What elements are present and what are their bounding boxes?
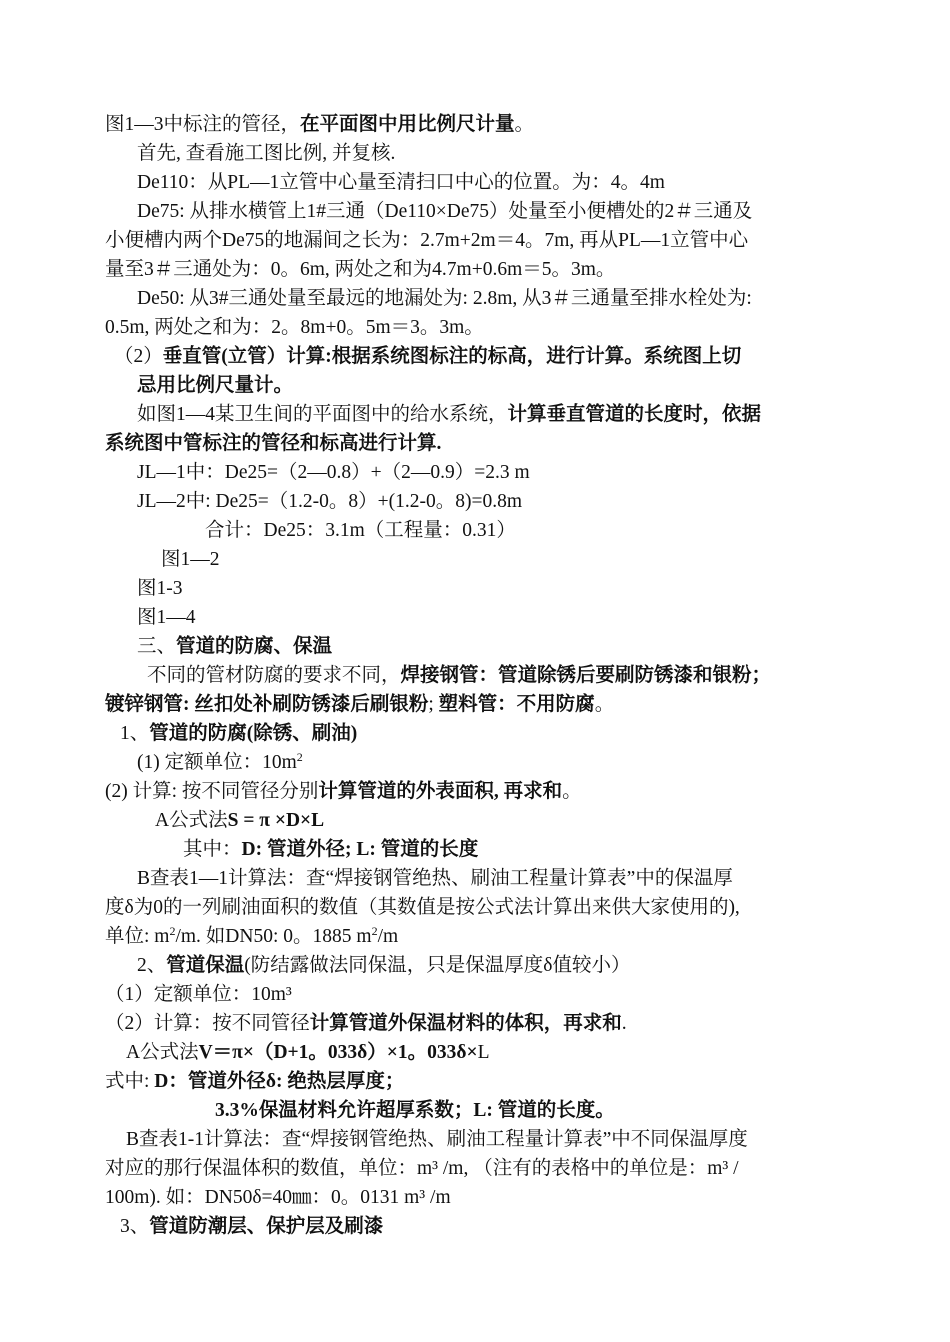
text-line-2: 首先, 查看施工图比例, 并复核. <box>137 143 396 164</box>
formula-a-area: A公式法S = π ×D×L <box>155 810 325 831</box>
text-line-34: 式中: D：管道外径δ: 绝热层厚度； <box>105 1071 405 1092</box>
text-line-24: (2) 计算: 按不同管径分别计算管道的外表面积, 再求和。 <box>105 781 582 802</box>
text-line-1: 图1—3中标注的管径，在平面图中用比例尺计量。 <box>105 114 535 135</box>
formula-a-volume: A公式法V＝π×（D+1。033δ）×1。033δ×L <box>126 1042 490 1063</box>
subsection-heading-1: 1、管道的防腐(除锈、刷油) <box>120 723 358 744</box>
text-line-7: De50: 从3#三通处量至最远的地漏处为: 2.8m, 从3＃三通量至排水栓处为: <box>137 288 752 309</box>
text-line-6: 量至3＃三通处为：0。6m, 两处之和为4.7m+0.6m＝5。3m。 <box>105 259 616 280</box>
text-line-3: De110：从PL—1立管中心量至清扫口中心的位置。为：4。4m <box>137 172 665 193</box>
text-line-21: 镀锌钢管: 丝扣处补刷防锈漆后刷银粉; 塑料管：不用防腐。 <box>105 694 615 715</box>
text-line-35: 3.3%保温材料允许超厚系数；L: 管道的长度。 <box>215 1100 615 1121</box>
text-line-29: 单位: $m^2/m$. 如DN50: 0。1885 $m^2/m$ <box>105 924 399 947</box>
text-line-23: (1) 定额单位：$10m^2$ <box>137 750 303 773</box>
text-line-13: JL—1中：De25=（2—0.8）+（2—0.9）=2.3 m <box>137 462 530 483</box>
text-line-37: 对应的那行保温体积的数值，单位：m³ /m, （注有的表格中的单位是：m³ / <box>105 1158 739 1179</box>
section-heading-3: 三、管道的防腐、保温 <box>137 636 333 657</box>
text-line-15: 合计：De25：3.1m（工程量：0.31） <box>205 520 516 541</box>
figure-label-1-3: 图1-3 <box>137 578 183 599</box>
text-line-5: 小便槽内两个De75的地漏间之长为：2.7m+2m＝4。7m, 再从PL—1立管中心 <box>105 230 749 251</box>
text-line-36: B查表1-1计算法：查“焊接钢管绝热、刷油工程量计算表”中不同保温厚度 <box>126 1129 748 1150</box>
text-line-9: （2）垂直管(立管）计算:根据系统图标注的标高，进行计算。系统图上切 <box>114 346 742 367</box>
text-line-11: 如图1—4某卫生间的平面图中的给水系统，计算垂直管道的长度时，依据 <box>137 404 762 425</box>
figure-label-1-4: 图1—4 <box>137 607 196 628</box>
text-line-10: 忌用比例尺量计。 <box>137 375 294 396</box>
text-line-4: De75: 从排水横管上1#三通（De110×De75）处量至小便槽处的2＃三通及 <box>137 201 753 222</box>
text-line-31: （1）定额单位：10m³ <box>105 984 292 1005</box>
text-line-14: JL—2中: De25=（1.2-0。8）+(1.2-0。8)=0.8m <box>137 491 523 512</box>
formula-legend: 其中：D: 管道外径; L: 管道的长度 <box>183 839 479 860</box>
text-line-32: （2）计算：按不同管径计算管道外保温材料的体积，再求和. <box>105 1013 627 1034</box>
figure-label-1-2: 图1—2 <box>161 549 220 570</box>
text-line-8: 0.5m, 两处之和为：2。8m+0。5m＝3。3m。 <box>105 317 484 338</box>
subsection-heading-3: 3、管道防潮层、保护层及刷漆 <box>120 1216 384 1237</box>
text-line-12: 系统图中管标注的管径和标高进行计算. <box>105 433 442 454</box>
text-line-38: 100m). 如：DN50δ=40㎜：0。0131 m³ /m <box>105 1187 451 1208</box>
subsection-heading-2: 2、管道保温(防结露做法同保温，只是保温厚度δ值较小） <box>137 955 631 976</box>
text-line-27: B查表1—1计算法：查“焊接钢管绝热、刷油工程量计算表”中的保温厚 <box>137 868 733 889</box>
text-line-28: 度δ为0的一列刷油面积的数值（其数值是按公式法计算出来供大家使用的), <box>105 897 740 918</box>
text-line-20: 不同的管材防腐的要求不同，焊接钢管：管道除锈后要刷防锈漆和银粉； <box>147 665 772 686</box>
